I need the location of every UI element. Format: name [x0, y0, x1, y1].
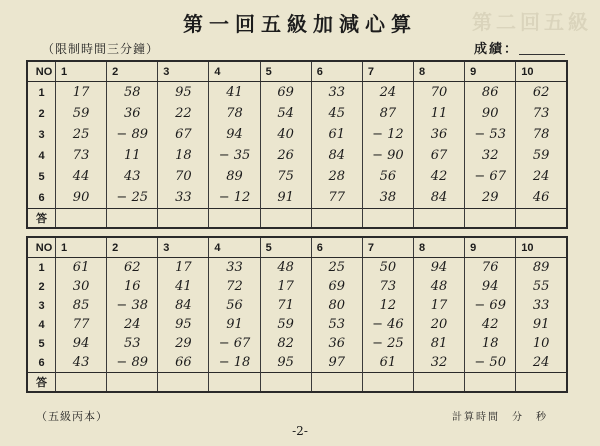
number-cell: 67: [413, 145, 464, 166]
number-cell: 30: [56, 277, 107, 296]
table-row: [27, 258, 567, 278]
number-cell: − 12: [362, 124, 413, 145]
number-cell: 24: [516, 166, 567, 187]
number-cell: 56: [209, 296, 260, 315]
number-cell: 32: [413, 353, 464, 373]
number-cell: 70: [413, 82, 464, 104]
answer-cell[interactable]: [158, 209, 209, 229]
number-cell: 24: [107, 315, 158, 334]
answer-cell[interactable]: [56, 209, 107, 229]
number-cell: 36: [311, 334, 362, 353]
practice-table-2: [26, 236, 568, 393]
answer-cell[interactable]: [209, 209, 260, 229]
row-number: 6: [27, 353, 56, 373]
number-cell: 70: [158, 166, 209, 187]
number-cell: 33: [516, 296, 567, 315]
number-cell: 11: [413, 103, 464, 124]
number-cell: 76: [465, 258, 516, 278]
number-cell: 94: [209, 124, 260, 145]
page-title: 第一回五級加減心算: [183, 12, 417, 36]
number-cell: 24: [516, 353, 567, 373]
number-cell: 61: [311, 124, 362, 145]
number-cell: 38: [362, 187, 413, 209]
column-header: 3: [158, 237, 209, 258]
number-cell: 36: [107, 103, 158, 124]
answer-row: [27, 373, 567, 393]
number-cell: 84: [311, 145, 362, 166]
number-cell: 33: [158, 187, 209, 209]
answer-cell[interactable]: [516, 209, 567, 229]
number-cell: − 67: [209, 334, 260, 353]
number-cell: 89: [209, 166, 260, 187]
number-cell: 95: [158, 82, 209, 104]
number-cell: 59: [56, 103, 107, 124]
table-row: [27, 145, 567, 166]
number-cell: 91: [209, 315, 260, 334]
number-cell: 78: [209, 103, 260, 124]
ghost-bleed-text: 第二回五級: [472, 10, 592, 34]
answer-cell[interactable]: [107, 373, 158, 393]
number-cell: 77: [311, 187, 362, 209]
number-cell: 59: [516, 145, 567, 166]
number-cell: − 67: [465, 166, 516, 187]
number-cell: 97: [311, 353, 362, 373]
column-header: 2: [107, 61, 158, 82]
score-field: [474, 38, 565, 57]
number-cell: 24: [362, 82, 413, 104]
number-cell: 29: [158, 334, 209, 353]
number-cell: 18: [465, 334, 516, 353]
number-cell: − 53: [465, 124, 516, 145]
number-cell: 62: [516, 82, 567, 104]
number-cell: 29: [465, 187, 516, 209]
answer-cell[interactable]: [465, 209, 516, 229]
number-cell: 28: [311, 166, 362, 187]
number-cell: 72: [209, 277, 260, 296]
number-cell: 91: [260, 187, 311, 209]
number-cell: 75: [260, 166, 311, 187]
number-cell: − 38: [107, 296, 158, 315]
number-cell: 85: [56, 296, 107, 315]
row-number: 5: [27, 334, 56, 353]
column-header: 2: [107, 237, 158, 258]
number-cell: 66: [158, 353, 209, 373]
number-cell: 44: [56, 166, 107, 187]
number-cell: 95: [158, 315, 209, 334]
number-cell: 17: [56, 82, 107, 104]
table-row: [27, 277, 567, 296]
number-cell: 25: [311, 258, 362, 278]
number-cell: 32: [465, 145, 516, 166]
table-row: [27, 315, 567, 334]
number-cell: 18: [158, 145, 209, 166]
number-cell: − 89: [107, 353, 158, 373]
score-label: 成績：: [474, 42, 520, 57]
table-row: [27, 353, 567, 373]
row-number: 4: [27, 145, 56, 166]
answer-cell[interactable]: [209, 373, 260, 393]
number-cell: 61: [56, 258, 107, 278]
column-header: 10: [516, 237, 567, 258]
number-cell: 26: [260, 145, 311, 166]
number-cell: 81: [413, 334, 464, 353]
row-number: 6: [27, 187, 56, 209]
number-cell: 94: [413, 258, 464, 278]
number-cell: 16: [107, 277, 158, 296]
number-cell: 40: [260, 124, 311, 145]
number-cell: 41: [209, 82, 260, 104]
answer-cell[interactable]: [413, 373, 464, 393]
answer-cell[interactable]: [158, 373, 209, 393]
column-header: 1: [56, 237, 107, 258]
number-cell: 94: [465, 277, 516, 296]
number-cell: 71: [260, 296, 311, 315]
column-header: 7: [362, 237, 413, 258]
column-header: 5: [260, 61, 311, 82]
number-cell: − 12: [209, 187, 260, 209]
calc-time-label: 計算時間 分 秒: [452, 412, 548, 423]
page-number: -2-: [292, 424, 308, 438]
number-cell: 10: [516, 334, 567, 353]
answer-label: 答: [27, 373, 56, 393]
header-no: NO: [27, 237, 56, 258]
table-row: [27, 166, 567, 187]
row-number: 3: [27, 296, 56, 315]
row-number: 2: [27, 277, 56, 296]
number-cell: 90: [56, 187, 107, 209]
row-number: 2: [27, 103, 56, 124]
number-cell: 48: [413, 277, 464, 296]
column-header: 3: [158, 61, 209, 82]
number-cell: 53: [107, 334, 158, 353]
answer-cell[interactable]: [516, 373, 567, 393]
column-header: 8: [413, 61, 464, 82]
column-header: 1: [56, 61, 107, 82]
answer-cell[interactable]: [260, 209, 311, 229]
answer-cell[interactable]: [107, 209, 158, 229]
number-cell: 55: [516, 277, 567, 296]
number-cell: 90: [465, 103, 516, 124]
number-cell: 17: [413, 296, 464, 315]
number-cell: 56: [362, 166, 413, 187]
number-cell: 82: [260, 334, 311, 353]
table-row: [27, 187, 567, 209]
answer-cell[interactable]: [362, 373, 413, 393]
number-cell: 42: [465, 315, 516, 334]
number-cell: − 18: [209, 353, 260, 373]
number-cell: 69: [260, 82, 311, 104]
answer-cell[interactable]: [362, 209, 413, 229]
row-number: 1: [27, 82, 56, 104]
number-cell: 84: [158, 296, 209, 315]
number-cell: 89: [516, 258, 567, 278]
number-cell: 87: [362, 103, 413, 124]
answer-cell[interactable]: [311, 209, 362, 229]
column-header: 9: [465, 237, 516, 258]
number-cell: − 25: [107, 187, 158, 209]
practice-table-1: [26, 60, 568, 229]
time-limit-label: （限制時間三分鐘）: [42, 42, 160, 56]
row-number: 1: [27, 258, 56, 278]
number-cell: 73: [516, 103, 567, 124]
number-cell: 67: [158, 124, 209, 145]
number-cell: 46: [516, 187, 567, 209]
number-cell: 69: [311, 277, 362, 296]
number-cell: − 50: [465, 353, 516, 373]
column-header: 8: [413, 237, 464, 258]
number-cell: 94: [56, 334, 107, 353]
number-cell: 95: [260, 353, 311, 373]
column-header: 5: [260, 237, 311, 258]
score-blank: [519, 40, 565, 55]
number-cell: 36: [413, 124, 464, 145]
number-cell: − 69: [465, 296, 516, 315]
column-header: 6: [311, 237, 362, 258]
answer-cell[interactable]: [413, 209, 464, 229]
table-row: [27, 124, 567, 145]
number-cell: − 25: [362, 334, 413, 353]
row-number: 4: [27, 315, 56, 334]
table-row: [27, 82, 567, 104]
answer-cell[interactable]: [260, 373, 311, 393]
number-cell: 62: [107, 258, 158, 278]
number-cell: 84: [413, 187, 464, 209]
number-cell: 53: [311, 315, 362, 334]
number-cell: 58: [107, 82, 158, 104]
number-cell: 54: [260, 103, 311, 124]
column-header: 4: [209, 61, 260, 82]
number-cell: 12: [362, 296, 413, 315]
column-header: 10: [516, 61, 567, 82]
table-row: [27, 296, 567, 315]
number-cell: − 46: [362, 315, 413, 334]
number-cell: 61: [362, 353, 413, 373]
number-cell: 86: [465, 82, 516, 104]
answer-label: 答: [27, 209, 56, 229]
number-cell: − 35: [209, 145, 260, 166]
column-header: 6: [311, 61, 362, 82]
number-cell: 91: [516, 315, 567, 334]
number-cell: 42: [413, 166, 464, 187]
number-cell: 33: [311, 82, 362, 104]
column-header: 4: [209, 237, 260, 258]
number-cell: 50: [362, 258, 413, 278]
row-number: 5: [27, 166, 56, 187]
number-cell: 73: [56, 145, 107, 166]
number-cell: − 89: [107, 124, 158, 145]
header-no: NO: [27, 61, 56, 82]
number-cell: 25: [56, 124, 107, 145]
number-cell: 20: [413, 315, 464, 334]
column-header: 9: [465, 61, 516, 82]
number-cell: 59: [260, 315, 311, 334]
number-cell: 22: [158, 103, 209, 124]
edition-label: （五級丙本）: [36, 410, 108, 423]
answer-row: [27, 209, 567, 229]
number-cell: 48: [260, 258, 311, 278]
number-cell: 80: [311, 296, 362, 315]
number-cell: 45: [311, 103, 362, 124]
number-cell: 17: [158, 258, 209, 278]
number-cell: 43: [56, 353, 107, 373]
answer-cell[interactable]: [465, 373, 516, 393]
number-cell: 77: [56, 315, 107, 334]
number-cell: 11: [107, 145, 158, 166]
number-cell: 78: [516, 124, 567, 145]
table-header-row: [27, 237, 567, 258]
answer-cell[interactable]: [56, 373, 107, 393]
number-cell: 43: [107, 166, 158, 187]
table-row: [27, 103, 567, 124]
answer-cell[interactable]: [311, 373, 362, 393]
number-cell: 41: [158, 277, 209, 296]
number-cell: 73: [362, 277, 413, 296]
table-row: [27, 334, 567, 353]
number-cell: 33: [209, 258, 260, 278]
table-header-row: [27, 61, 567, 82]
number-cell: 17: [260, 277, 311, 296]
column-header: 7: [362, 61, 413, 82]
row-number: 3: [27, 124, 56, 145]
number-cell: − 90: [362, 145, 413, 166]
